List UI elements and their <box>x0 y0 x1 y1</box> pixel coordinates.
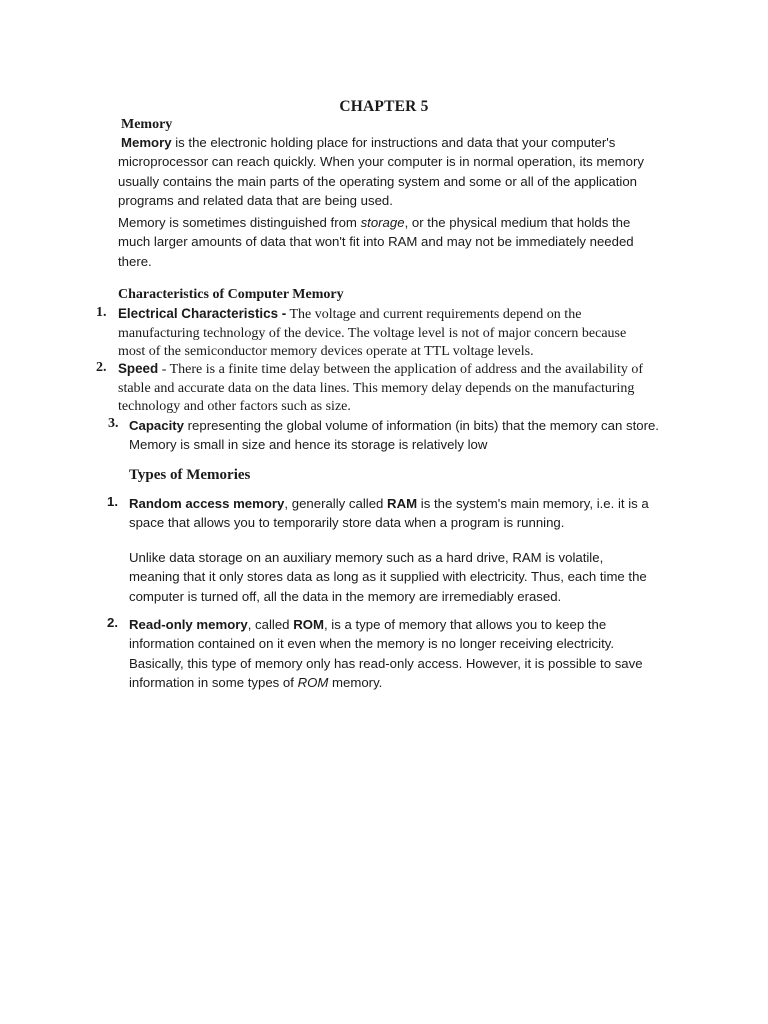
ram-abbr: RAM <box>387 496 418 511</box>
rom-text-a: , called <box>247 617 294 632</box>
rom-text-c: memory. <box>328 675 383 691</box>
electrical-text: The voltage and current requirements depend on the manufacturing technology of the device. The voltage level is not of major concern because most of the semiconductor memory devices operate at TTL voltage levels. <box>118 307 627 360</box>
list-number: 1. <box>107 494 118 509</box>
list-number: 2. <box>107 615 118 630</box>
electrical-term: Electrical Characteristics - <box>118 306 287 321</box>
rom-abbr: ROM <box>293 617 324 632</box>
memory-p2-text-b: , or the physical medium that holds the much larger amounts of data that won't fit into RAM and may not be immediately needed there. <box>118 215 634 269</box>
memory-p2-text-a: Memory is sometimes distinguished from <box>118 215 361 230</box>
speed-term: Speed <box>118 361 159 376</box>
ram-text-b: is the system's main memory, i.e. it is a space that allows you to temporarily store data when a program is running. <box>129 496 649 531</box>
chapter-title: CHAPTER 5 <box>339 98 429 115</box>
characteristics-heading: Characteristics of Computer Memory <box>118 287 344 302</box>
list-number: 1. <box>96 305 107 320</box>
characteristic-speed <box>118 360 653 417</box>
characteristic-electrical <box>118 305 653 362</box>
list-number: 2. <box>96 360 107 375</box>
capacity-term: Capacity <box>129 418 184 433</box>
memory-term: Memory <box>121 135 172 150</box>
rom-paragraph <box>129 615 659 693</box>
rom-text-b: , is a type of memory that allows you to keep the information contained on it even when the memory is no longer receiving electricity. Basically, this type of memory only has read-only access. However, it is possible to save information in some types of <box>129 617 643 691</box>
ram-paragraph <box>129 494 669 533</box>
speed-text: - There is a finite time delay between the application of address and the availability of stable and accurate data on the data lines. This memory delay depends on the manufacturing technology and other factors such as size. <box>118 362 644 415</box>
storage-term: storage <box>360 215 405 230</box>
memory-heading: Memory <box>121 117 173 132</box>
ram-text-a: , generally called <box>284 496 388 511</box>
types-heading: Types of Memories <box>129 467 251 483</box>
rom-term: Read-only memory <box>129 617 248 632</box>
list-number: 3. <box>108 416 119 431</box>
memory-paragraph-2 <box>118 213 648 271</box>
rom-italic: ROM <box>297 675 329 691</box>
capacity-text: representing the global volume of information (in bits) that the memory can store. Memory is small in size and hence its storage is relatively low <box>129 418 659 453</box>
memory-paragraph-1 <box>118 133 678 211</box>
ram-term: Random access memory <box>129 496 285 511</box>
ram-volatile-paragraph: Unlike data storage on an auxiliary memory such as a hard drive, RAM is volatile, meaning that it only stores data as long as it supplied with electricity. Thus, each time the computer is turned off, all the data in the memory are irremediably erased. <box>129 550 647 604</box>
memory-p1-text: is the electronic holding place for instructions and data that your computer's microprocessor can reach quickly. When your computer is in normal operation, its memory usually contains the main parts of the operating system and some or all of the application programs and related data that are being used. <box>118 135 644 209</box>
characteristic-capacity <box>129 416 659 455</box>
